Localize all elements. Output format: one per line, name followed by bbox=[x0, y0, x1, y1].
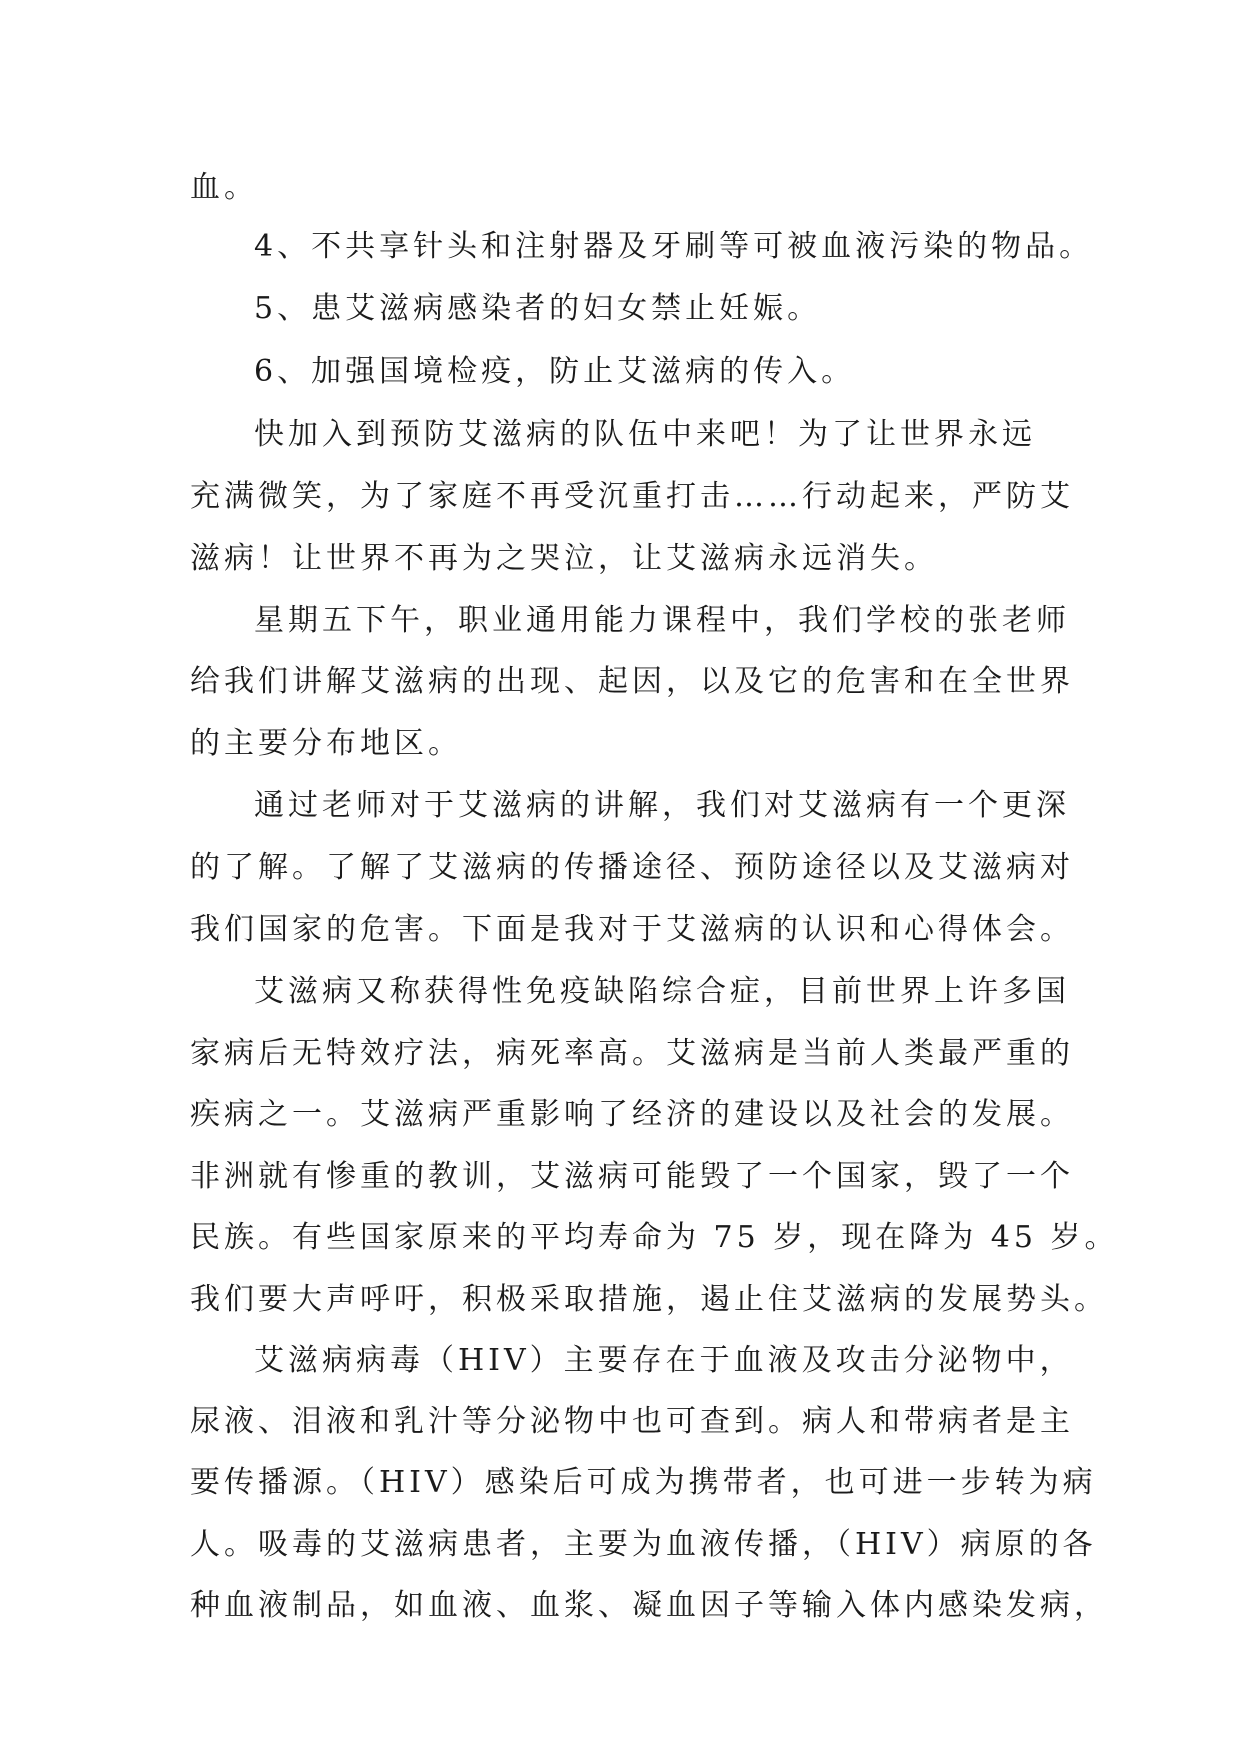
paragraph-line: 艾滋病病毒（HIV）主要存在于血液及攻击分泌物中， bbox=[254, 1343, 1074, 1378]
paragraph-line: 星期五下午，职业通用能力课程中，我们学校的张老师 bbox=[254, 603, 1070, 638]
paragraph-line: 我们国家的危害。下面是我对于艾滋病的认识和心得体会。 bbox=[190, 912, 1074, 947]
paragraph-line: 尿液、泪液和乳汁等分泌物中也可查到。病人和带病者是主 bbox=[190, 1404, 1074, 1439]
paragraph-line: 滋病！让世界不再为之哭泣，让艾滋病永远消失。 bbox=[190, 541, 938, 576]
paragraph-line: 非洲就有惨重的教训，艾滋病可能毁了一个国家，毁了一个 bbox=[190, 1159, 1074, 1194]
paragraph-line: 快加入到预防艾滋病的队伍中来吧！为了让世界永远 bbox=[254, 417, 1036, 452]
paragraph-line: 民族。有些国家原来的平均寿命为 75 岁，现在降为 45 岁。 bbox=[190, 1220, 1119, 1255]
paragraph-line: 种血液制品，如血液、血浆、凝血因子等输入体内感染发病， bbox=[190, 1588, 1108, 1623]
paragraph-line: 艾滋病又称获得性免疫缺陷综合症，目前世界上许多国 bbox=[254, 974, 1070, 1009]
paragraph-line: 的主要分布地区。 bbox=[190, 726, 462, 761]
paragraph-line: 通过老师对于艾滋病的讲解，我们对艾滋病有一个更深 bbox=[254, 788, 1070, 823]
paragraph-line: 充满微笑，为了家庭不再受沉重打击……行动起来，严防艾 bbox=[190, 479, 1074, 514]
paragraph-line: 给我们讲解艾滋病的出现、起因，以及它的危害和在全世界 bbox=[190, 664, 1074, 699]
list-item-4: 4、不共享针头和注射器及牙刷等可被血液污染的物品。 bbox=[254, 229, 1094, 264]
paragraph-line: 人。吸毒的艾滋病患者，主要为血液传播，（HIV）病原的各 bbox=[190, 1527, 1097, 1562]
document-body bbox=[190, 160, 1119, 1636]
list-item-6: 6、加强国境检疫，防止艾滋病的传入。 bbox=[254, 354, 856, 389]
list-item-5: 5、患艾滋病感染者的妇女禁止妊娠。 bbox=[254, 291, 822, 326]
paragraph-line: 的了解。了解了艾滋病的传播途径、预防途径以及艾滋病对 bbox=[190, 850, 1074, 885]
paragraph-line: 要传播源。（HIV）感染后可成为携带者，也可进一步转为病 bbox=[190, 1465, 1097, 1500]
text-line: 血。 bbox=[190, 170, 258, 205]
paragraph-line: 疾病之一。艾滋病严重影响了经济的建设以及社会的发展。 bbox=[190, 1097, 1074, 1132]
paragraph-line: 我们要大声呼吁，积极采取措施，遏止住艾滋病的发展势头。 bbox=[190, 1282, 1108, 1317]
paragraph-line: 家病后无特效疗法，病死率高。艾滋病是当前人类最严重的 bbox=[190, 1036, 1074, 1071]
